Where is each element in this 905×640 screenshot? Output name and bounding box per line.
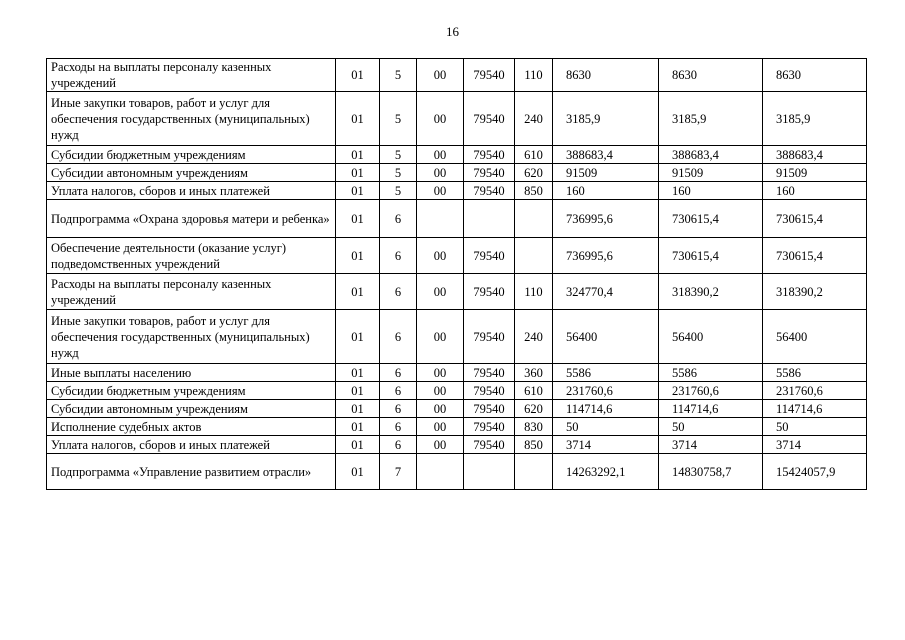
section-code-cell: 01 [336,59,380,92]
subprogram-code-cell: 7 [380,454,417,490]
amount-year2-cell: 318390,2 [659,274,763,310]
table-row [47,146,867,164]
section-code-cell: 01 [336,382,380,400]
expense-type-cell: 610 [515,382,553,400]
amount-year3-cell: 388683,4 [763,146,867,164]
subprogram-code-cell: 5 [380,146,417,164]
amount-year3-cell: 114714,6 [763,400,867,418]
table-body [47,59,867,490]
expense-type-cell: 240 [515,92,553,146]
row-name-cell: Субсидии автономным учреждениям [47,164,336,182]
row-name-cell: Подпрограмма «Охрана здоровья матери и ребенка» [47,200,336,238]
amount-year3-cell: 160 [763,182,867,200]
target-article-cell: 79540 [464,310,515,364]
amount-year3-cell: 8630 [763,59,867,92]
amount-year2-cell: 730615,4 [659,200,763,238]
amount-year2-cell: 114714,6 [659,400,763,418]
expense-type-cell [515,454,553,490]
subprogram-code-cell: 6 [380,238,417,274]
amount-year2-cell: 231760,6 [659,382,763,400]
subprogram-code-cell: 6 [380,310,417,364]
target-article-cell [464,454,515,490]
expense-type-cell [515,200,553,238]
expense-type-cell [515,238,553,274]
table-row [47,238,867,274]
row-name-cell: Расходы на выплаты персоналу казенных учреждений [47,59,336,92]
target-article-cell: 79540 [464,238,515,274]
amount-year1-cell: 3714 [553,436,659,454]
row-name-cell: Подпрограмма «Управление развитием отрасли» [47,454,336,490]
page-number: 16 [446,24,459,39]
amount-year1-cell: 114714,6 [553,400,659,418]
amount-year3-cell: 730615,4 [763,200,867,238]
amount-year3-cell: 91509 [763,164,867,182]
amount-year2-cell: 5586 [659,364,763,382]
amount-year1-cell: 736995,6 [553,238,659,274]
target-article-cell: 79540 [464,274,515,310]
amount-year2-cell: 3185,9 [659,92,763,146]
code-cell: 00 [417,182,464,200]
section-code-cell: 01 [336,164,380,182]
amount-year2-cell: 50 [659,418,763,436]
table-row [47,164,867,182]
code-cell: 00 [417,92,464,146]
amount-year2-cell: 91509 [659,164,763,182]
expense-type-cell: 110 [515,274,553,310]
subprogram-code-cell: 6 [380,364,417,382]
expense-type-cell: 620 [515,400,553,418]
amount-year1-cell: 3185,9 [553,92,659,146]
code-cell: 00 [417,436,464,454]
amount-year3-cell: 730615,4 [763,238,867,274]
amount-year2-cell: 8630 [659,59,763,92]
row-name-cell: Субсидии бюджетным учреждениям [47,146,336,164]
budget-table [46,58,867,490]
amount-year1-cell: 5586 [553,364,659,382]
expense-type-cell: 850 [515,182,553,200]
section-code-cell: 01 [336,454,380,490]
subprogram-code-cell: 5 [380,182,417,200]
amount-year2-cell: 730615,4 [659,238,763,274]
section-code-cell: 01 [336,418,380,436]
target-article-cell: 79540 [464,182,515,200]
section-code-cell: 01 [336,400,380,418]
target-article-cell: 79540 [464,59,515,92]
expense-type-cell: 240 [515,310,553,364]
table-row [47,418,867,436]
amount-year2-cell: 388683,4 [659,146,763,164]
section-code-cell: 01 [336,146,380,164]
target-article-cell: 79540 [464,400,515,418]
subprogram-code-cell: 6 [380,418,417,436]
expense-type-cell: 610 [515,146,553,164]
target-article-cell [464,200,515,238]
expense-type-cell: 110 [515,59,553,92]
subprogram-code-cell: 5 [380,92,417,146]
expense-type-cell: 830 [515,418,553,436]
section-code-cell: 01 [336,182,380,200]
amount-year2-cell: 14830758,7 [659,454,763,490]
target-article-cell: 79540 [464,418,515,436]
target-article-cell: 79540 [464,146,515,164]
code-cell: 00 [417,274,464,310]
amount-year2-cell: 160 [659,182,763,200]
section-code-cell: 01 [336,200,380,238]
section-code-cell: 01 [336,92,380,146]
amount-year3-cell: 318390,2 [763,274,867,310]
table-row [47,454,867,490]
row-name-cell: Иные закупки товаров, работ и услуг для обеспечения государственных (муниципальных) нужд [47,310,336,364]
table-row [47,310,867,364]
amount-year1-cell: 388683,4 [553,146,659,164]
table-row [47,182,867,200]
row-name-cell: Иные закупки товаров, работ и услуг для обеспечения государственных (муниципальных) нужд [47,92,336,146]
amount-year3-cell: 50 [763,418,867,436]
amount-year1-cell: 14263292,1 [553,454,659,490]
target-article-cell: 79540 [464,382,515,400]
subprogram-code-cell: 5 [380,164,417,182]
amount-year1-cell: 231760,6 [553,382,659,400]
amount-year1-cell: 324770,4 [553,274,659,310]
table-row [47,92,867,146]
code-cell: 00 [417,238,464,274]
subprogram-code-cell: 6 [380,382,417,400]
amount-year1-cell: 736995,6 [553,200,659,238]
amount-year3-cell: 5586 [763,364,867,382]
code-cell: 00 [417,164,464,182]
code-cell [417,200,464,238]
amount-year2-cell: 3714 [659,436,763,454]
amount-year3-cell: 15424057,9 [763,454,867,490]
table-row [47,382,867,400]
row-name-cell: Субсидии бюджетным учреждениям [47,382,336,400]
target-article-cell: 79540 [464,364,515,382]
amount-year1-cell: 56400 [553,310,659,364]
row-name-cell: Уплата налогов, сборов и иных платежей [47,436,336,454]
subprogram-code-cell: 6 [380,200,417,238]
target-article-cell: 79540 [464,436,515,454]
code-cell: 00 [417,310,464,364]
expense-type-cell: 360 [515,364,553,382]
target-article-cell: 79540 [464,92,515,146]
row-name-cell: Обеспечение деятельности (оказание услуг) подведомственных учреждений [47,238,336,274]
amount-year1-cell: 8630 [553,59,659,92]
row-name-cell: Уплата налогов, сборов и иных платежей [47,182,336,200]
subprogram-code-cell: 5 [380,59,417,92]
code-cell: 00 [417,382,464,400]
expense-type-cell: 850 [515,436,553,454]
section-code-cell: 01 [336,274,380,310]
section-code-cell: 01 [336,310,380,364]
amount-year3-cell: 3714 [763,436,867,454]
code-cell: 00 [417,59,464,92]
table-row [47,364,867,382]
section-code-cell: 01 [336,436,380,454]
amount-year1-cell: 91509 [553,164,659,182]
amount-year1-cell: 160 [553,182,659,200]
code-cell: 00 [417,146,464,164]
table-row [47,400,867,418]
section-code-cell: 01 [336,238,380,274]
table-row [47,274,867,310]
table-row [47,436,867,454]
expense-type-cell: 620 [515,164,553,182]
code-cell: 00 [417,400,464,418]
amount-year3-cell: 231760,6 [763,382,867,400]
amount-year3-cell: 56400 [763,310,867,364]
subprogram-code-cell: 6 [380,274,417,310]
code-cell: 00 [417,418,464,436]
row-name-cell: Субсидии автономным учреждениям [47,400,336,418]
section-code-cell: 01 [336,364,380,382]
amount-year1-cell: 50 [553,418,659,436]
code-cell: 00 [417,364,464,382]
table-row [47,59,867,92]
row-name-cell: Расходы на выплаты персоналу казенных учреждений [47,274,336,310]
table-row [47,200,867,238]
row-name-cell: Исполнение судебных актов [47,418,336,436]
target-article-cell: 79540 [464,164,515,182]
amount-year2-cell: 56400 [659,310,763,364]
code-cell [417,454,464,490]
subprogram-code-cell: 6 [380,400,417,418]
row-name-cell: Иные выплаты населению [47,364,336,382]
subprogram-code-cell: 6 [380,436,417,454]
amount-year3-cell: 3185,9 [763,92,867,146]
